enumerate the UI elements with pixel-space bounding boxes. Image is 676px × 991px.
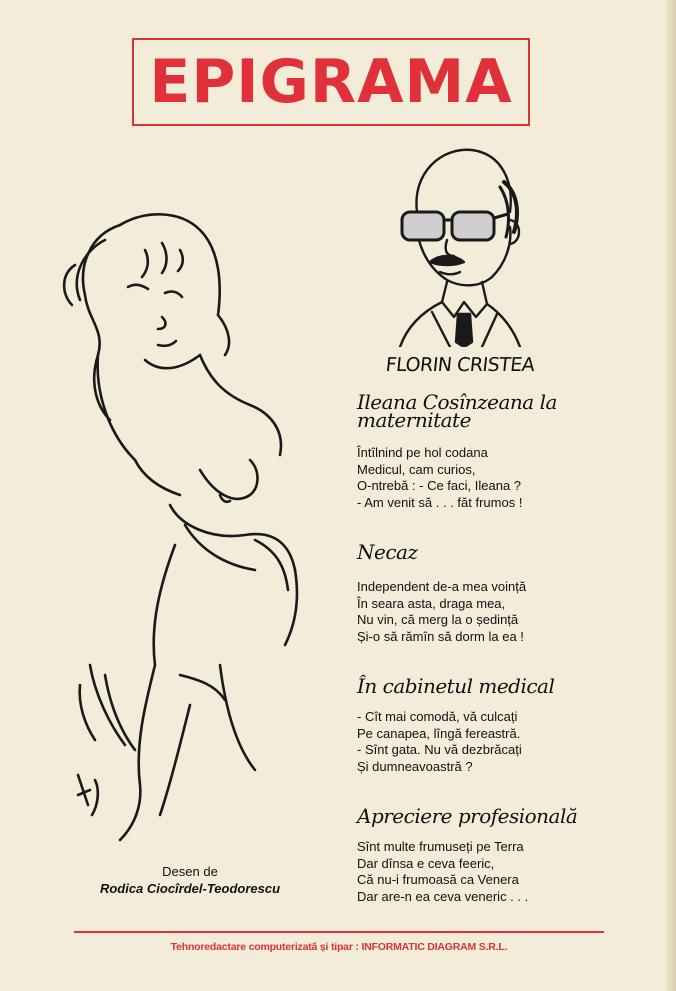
poem xyxy=(357,540,617,645)
poem-line: Și dumneavoastră ? xyxy=(357,758,473,774)
poem-line: Medicul, cam curios, xyxy=(357,461,476,477)
poem-line: - Sînt gata. Nu vă dezbrăcați xyxy=(357,742,522,757)
poem-title: Apreciere profesională xyxy=(357,804,578,828)
poem-line: Sînt multe frumuseți pe Terra xyxy=(357,839,524,854)
poem-line: În seara asta, draga mea, xyxy=(357,595,506,611)
poem-title: Necaz xyxy=(357,540,418,564)
poem-lines xyxy=(357,709,617,775)
poem-line: Independent de-a mea voință xyxy=(357,579,527,594)
footer-divider xyxy=(74,931,604,933)
masthead-box xyxy=(132,38,530,126)
poem-title: Ileana Cosînzeana la maternitate xyxy=(357,390,557,432)
poem-line: Dar are-n ea ceva veneric . . . xyxy=(357,888,529,904)
masthead-title: EPIGRAMA xyxy=(149,47,513,117)
poem-lines xyxy=(357,445,617,511)
poem-line: Și-o să rămîn să dorm la ea ! xyxy=(357,628,524,644)
poem-title: În cabinetul medical xyxy=(357,674,555,698)
poem xyxy=(357,804,617,905)
page-edge xyxy=(666,0,676,991)
poem-line: - Am venit să . . . făt frumos ! xyxy=(357,494,523,510)
illustration-credit xyxy=(70,863,310,897)
author-name: FLORIN CRISTEA xyxy=(384,354,536,376)
poem-line: Că nu-i frumoasă ca Venera xyxy=(357,872,519,887)
woman-sketch-illustration xyxy=(50,205,320,855)
footer-text: Tehnoredactare computerizată și tipar : INFORMATIC DIAGRAM S.R.L. xyxy=(170,941,508,953)
poem-line: Pe canapea, lîngă fereastră. xyxy=(357,725,521,741)
poem xyxy=(357,390,617,511)
poem-line: Dar dînsa e ceva feeric, xyxy=(357,855,495,871)
caricature-portrait-illustration xyxy=(392,142,527,347)
poem-lines xyxy=(357,839,617,905)
poem-line: O-ntrebă : - Ce faci, Ileana ? xyxy=(357,478,522,493)
poem-line: Nu vin, că merg la o ședință xyxy=(357,612,519,627)
poem xyxy=(357,674,617,775)
poem-lines xyxy=(357,579,617,645)
credit-label: Desen de xyxy=(162,864,218,879)
credit-artist: Rodica Ciocîrdel-Teodorescu xyxy=(99,881,281,896)
poem-line: - Cît mai comodă, vă culcați xyxy=(357,709,518,724)
poem-line: Întîlnind pe hol codana xyxy=(357,445,488,460)
